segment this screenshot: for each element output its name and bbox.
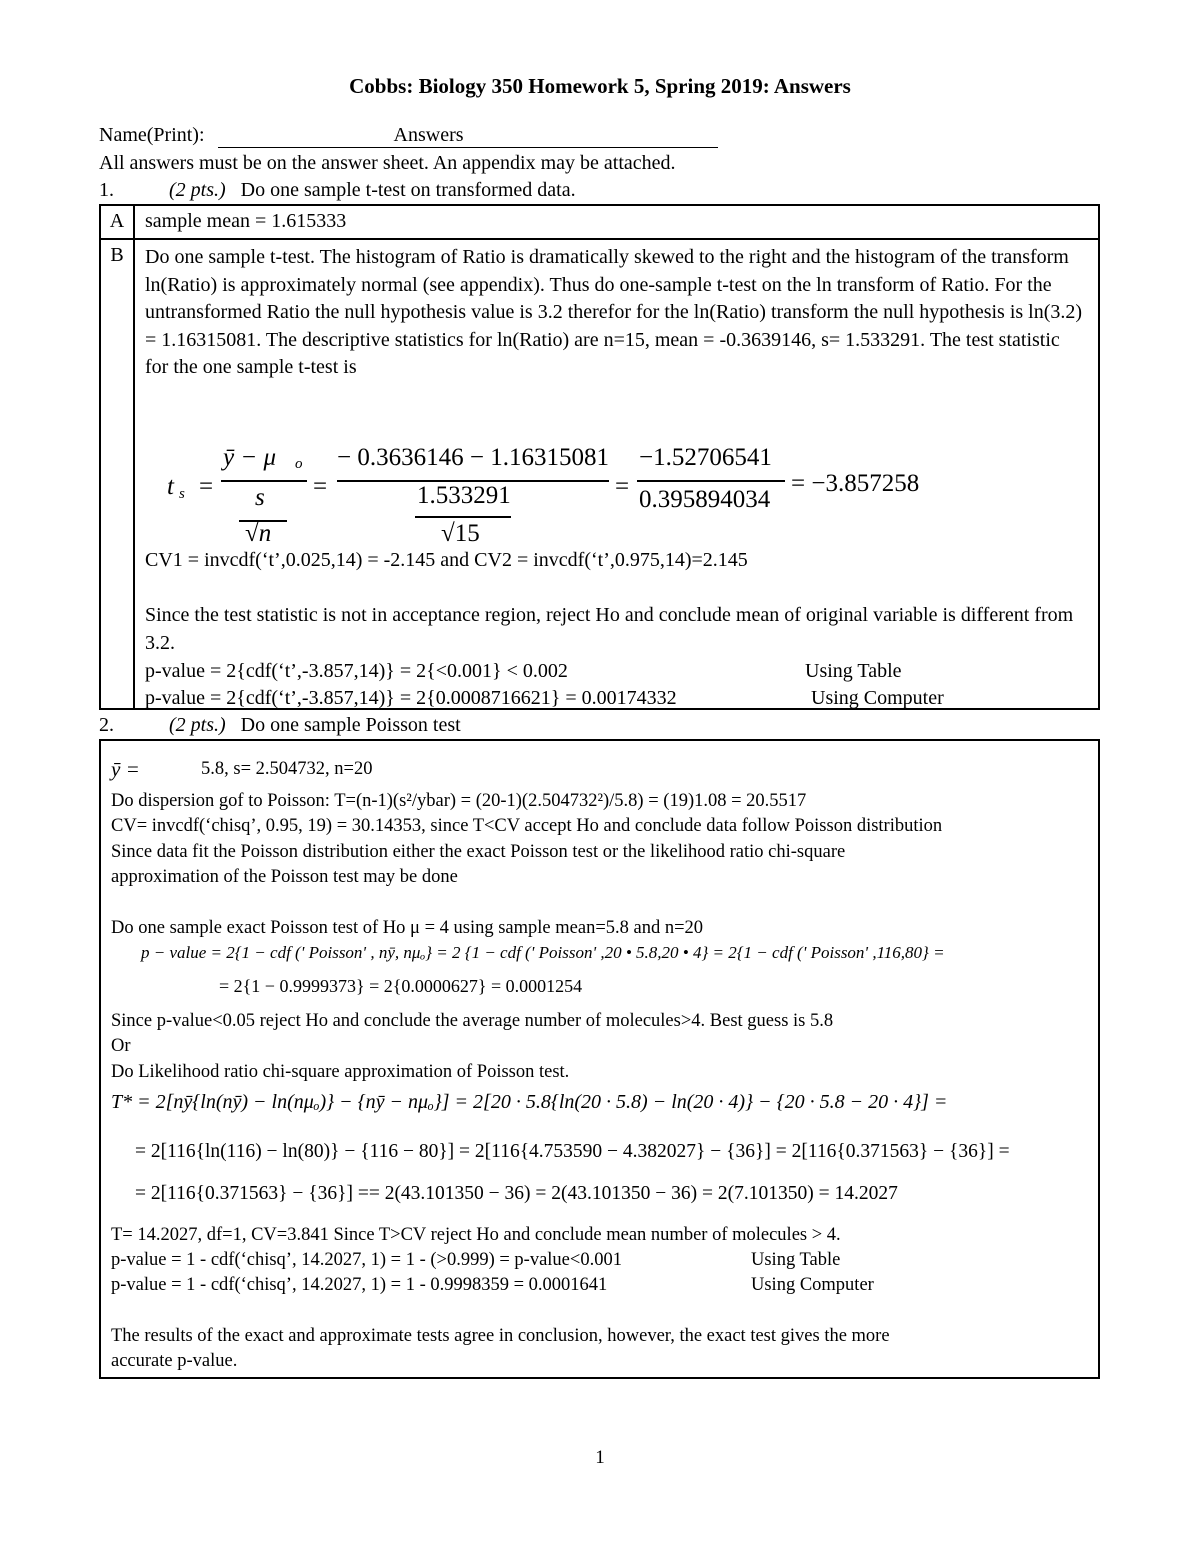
t-statistic-formula	[167, 440, 957, 550]
summary-line-1: The results of the exact and approximate tests agree in conclusion, however, the exact test gives the more	[111, 1326, 890, 1346]
s-symbol: s	[255, 484, 265, 511]
q1-conclusion: Since the test statistic is not in acceptance region, reject Ho and conclude mean of original variable is different from 3.2.	[145, 604, 1074, 654]
numerator-3: −1.52706541	[639, 444, 772, 471]
denominator-2: 1.533291	[417, 482, 511, 509]
question-points: (2 pts.)	[169, 179, 226, 201]
lr-formula-3: = 2[116{0.371563} − {36}] == 2(43.101350 − 36) = 2(43.101350 − 36) = 2(7.101350) = 14.2027	[135, 1183, 898, 1204]
pvalue-table-note: Using Table	[805, 660, 902, 682]
answer-row-a	[101, 206, 1098, 240]
t-result: = −3.857258	[791, 470, 920, 497]
sqrt-n: √n	[245, 520, 272, 547]
ybar-symbol: ȳ =	[111, 757, 140, 781]
summary-line-2: accurate p-value.	[111, 1351, 238, 1371]
denominator-3: 0.395894034	[639, 486, 771, 513]
equals-sign: =	[313, 473, 328, 500]
question-1-header	[99, 179, 576, 202]
equals-sign: =	[199, 473, 214, 500]
exact-conclusion: Since p-value<0.05 reject Ho and conclude the average number of molecules>4. Best guess is 5.8	[111, 1011, 834, 1031]
pvalue-computer-note: Using Computer	[811, 687, 944, 709]
pvalue-table-note: Using Table	[751, 1250, 841, 1270]
lr-formula-2: = 2[116{ln(116) − ln(80)} − {116 − 80}] = 2[116{4.753590 − 4.382027} − {36}] = 2[116{0.371563} − {36}] =	[135, 1141, 1010, 1162]
sample-stats-values: 5.8, s= 2.504732, n=20	[201, 759, 373, 779]
fit-line-2: approximation of the Poisson test may be done	[111, 867, 458, 887]
lr-intro: Do Likelihood ratio chi-square approximation of Poisson test.	[111, 1062, 570, 1082]
pvalue-table: p-value = 1 - cdf(‘chisq’, 14.2027, 1) = 1 - (>0.999) = p-value<0.001	[111, 1250, 622, 1270]
mu-subscript: o	[295, 456, 303, 472]
exact-formula-2: = 2{1 − 0.9999373} = 2{0.0000627} = 0.0001254	[219, 976, 583, 996]
question-prompt: Do one sample t-test on transformed data.	[240, 179, 576, 201]
question-2-answer-box	[99, 739, 1100, 1379]
question-number: 2.	[99, 714, 114, 736]
sample-stats	[111, 757, 1090, 785]
pvalue-computer-note: Using Computer	[751, 1275, 874, 1295]
page-title: Cobbs: Biology 350 Homework 5, Spring 2019: Answers	[349, 74, 851, 98]
equals-sign: =	[615, 473, 630, 500]
name-row	[99, 124, 718, 148]
row-label: A	[101, 206, 135, 238]
pvalue-computer-row	[111, 1273, 1090, 1299]
name-field	[218, 124, 718, 148]
lr-result: T= 14.2027, df=1, CV=3.841 Since T>CV reject Ho and conclude mean number of molecules > 4.	[111, 1225, 841, 1245]
question-prompt: Do one sample Poisson test	[240, 714, 461, 736]
answer-row-b	[101, 240, 1098, 708]
question-points: (2 pts.)	[169, 714, 226, 736]
lr-formula-1: T* = 2[nȳ{ln(nȳ) − ln(nμₒ)} − {nȳ − nμₒ}] = 2[20 · 5.8{ln(20 · 5.8) − ln(20 · 4)} − {20 · 5.8 − 20 · 4}] =	[111, 1091, 948, 1113]
dispersion-cv: CV= invcdf(‘chisq’, 0.95, 19) = 30.14353, since T<CV accept Ho and conclude data follow Poisson distribution	[111, 816, 943, 836]
question-number: 1.	[99, 179, 114, 201]
pvalue-computer-row	[145, 685, 1088, 713]
pvalue-table-row	[111, 1248, 1090, 1274]
row-b-paragraph: Do one sample t-test. The histogram of Ratio is dramatically skewed to the right and the histogram of the transform ln(Ratio) is approximately normal (see appendix). Thus do one-sample t-test on the ln transform of Ratio. For the untransformed Ratio the null hypothesis value is 3.2 therefor for the ln(Ratio) transform the null hypothesis is ln(3.2) = 1.16315081. The descriptive statistics for ln(Ratio) are n=15, mean = -0.3639146, s= 1.533291. The test statistic for the one sample t-test is	[145, 246, 1083, 378]
instructions: All answers must be on the answer sheet. An appendix may be attached.	[99, 152, 676, 174]
numerator-2: − 0.3636146 − 1.16315081	[337, 444, 609, 471]
dispersion-test: Do dispersion gof to Poisson: T=(n-1)(s²/ybar) = (20-1)(2.504732²)/5.8) = (19)1.08 = 20.5517	[111, 791, 807, 811]
ybar-minus-mu: ȳ − μ	[223, 444, 277, 471]
question-2-header	[99, 714, 461, 737]
sqrt-15: √15	[441, 520, 480, 547]
t-subscript: s	[179, 486, 185, 502]
pvalue-table: p-value = 2{cdf(‘t’,-3.857,14)} = 2{<0.001} < 0.002	[145, 660, 568, 682]
exact-formula-1: p − value = 2{1 − cdf (' Poisson' , nȳ, nμₒ} = 2 {1 − cdf (' Poisson' ,20 • 5.8,20 • 4} = 2{1 − cdf (' Poisson' ,116,80} =	[141, 943, 945, 962]
pvalue-computer: p-value = 2{cdf(‘t’,-3.857,14)} = 2{0.0008716621} = 0.00174332	[145, 687, 677, 709]
exact-test-intro: Do one sample exact Poisson test of Ho μ = 4 using sample mean=5.8 and n=20	[111, 918, 704, 938]
page-number: 1	[595, 1447, 605, 1468]
critical-values: CV1 = invcdf(‘t’,0.025,14) = -2.145 and CV2 = invcdf(‘t’,0.975,14)=2.145	[145, 549, 748, 571]
row-label: B	[101, 240, 135, 708]
fit-line-1: Since data fit the Poisson distribution either the exact Poisson test or the likelihood ratio chi-square	[111, 842, 846, 862]
pvalue-computer: p-value = 1 - cdf(‘chisq’, 14.2027, 1) = 1 - 0.9998359 = 0.0001641	[111, 1275, 608, 1295]
name-label: Name(Print):	[99, 124, 205, 146]
pvalue-table-row	[145, 658, 1088, 686]
or-label: Or	[111, 1036, 131, 1056]
row-a-text: sample mean = 1.615333	[145, 210, 347, 232]
t-symbol: t	[167, 473, 174, 500]
question-1-answer-table	[99, 204, 1100, 710]
name-value: Answers	[393, 124, 464, 146]
